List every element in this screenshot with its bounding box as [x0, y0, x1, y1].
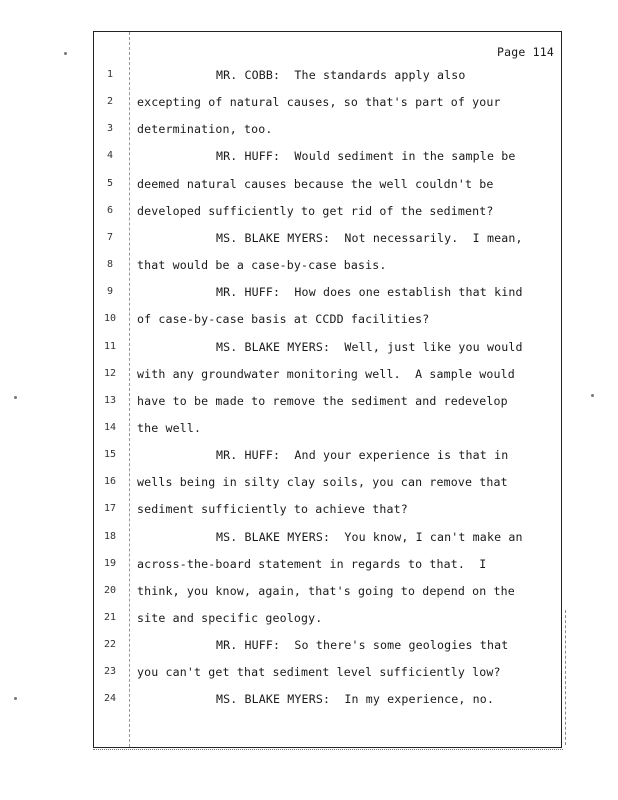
transcript-line: MS. BLAKE MYERS: In my experience, no. [216, 692, 495, 706]
line-number: 5 [106, 178, 114, 189]
transcript-line: excepting of natural causes, so that's part of your [137, 95, 501, 109]
right-edge-scan-marks [565, 610, 570, 745]
transcript-line: deemed natural causes because the well couldn't be [137, 177, 494, 191]
line-number: 19 [103, 558, 117, 569]
line-number: 7 [106, 232, 114, 243]
transcript-line: MR. COBB: The standards apply also [216, 68, 466, 82]
line-number: 24 [103, 693, 117, 704]
line-number: 16 [103, 476, 117, 487]
transcript-line: MR. HUFF: Would sediment in the sample be [216, 149, 516, 163]
line-number: 14 [103, 422, 117, 433]
line-number: 22 [103, 639, 117, 650]
line-number: 13 [103, 395, 117, 406]
transcript-line: MS. BLAKE MYERS: Not necessarily. I mean, [216, 231, 523, 245]
page-bottom-rule [93, 749, 563, 750]
line-number: 11 [103, 341, 117, 352]
line-number: 18 [103, 531, 117, 542]
line-number: 20 [103, 585, 117, 596]
transcript-line: developed sufficiently to get rid of the sediment? [137, 204, 494, 218]
transcript-line: with any groundwater monitoring well. A sample would [137, 367, 515, 381]
line-number: 9 [106, 286, 114, 297]
scan-speck [14, 697, 17, 700]
transcript-line: MS. BLAKE MYERS: You know, I can't make an [216, 530, 523, 544]
scan-speck [64, 52, 67, 55]
line-number: 10 [103, 313, 117, 324]
transcript-line: MR. HUFF: How does one establish that kind [216, 285, 523, 299]
transcript-line: you can't get that sediment level sufficiently low? [137, 665, 501, 679]
transcript-line: sediment sufficiently to achieve that? [137, 502, 408, 516]
transcript-line: the well. [137, 421, 202, 435]
transcript-line: site and specific geology. [137, 611, 323, 625]
line-number: 3 [106, 123, 114, 134]
transcript-line: of case-by-case basis at CCDD facilities? [137, 312, 430, 326]
transcript-line: MR. HUFF: And your experience is that in [216, 448, 509, 462]
line-number: 15 [103, 449, 117, 460]
transcript-line: MS. BLAKE MYERS: Well, just like you would [216, 340, 523, 354]
line-number: 2 [106, 96, 114, 107]
line-number: 17 [103, 503, 117, 514]
line-number: 6 [106, 205, 114, 216]
transcript-line: MR. HUFF: So there's some geologies that [216, 638, 509, 652]
line-number: 12 [103, 368, 117, 379]
transcript-line: that would be a case-by-case basis. [137, 258, 387, 272]
line-number-margin-rule [129, 32, 130, 747]
scan-speck [14, 396, 17, 399]
transcript-line: across-the-board statement in regards to that. I [137, 557, 487, 571]
line-number: 21 [103, 612, 117, 623]
line-number: 4 [106, 150, 114, 161]
transcript-line: have to be made to remove the sediment and redevelop [137, 394, 508, 408]
scan-speck [591, 394, 594, 397]
transcript-line: think, you know, again, that's going to depend on the [137, 584, 515, 598]
line-number: 8 [106, 259, 114, 270]
line-number: 23 [103, 666, 117, 677]
transcript-line: wells being in silty clay soils, you can remove that [137, 475, 508, 489]
transcript-line: determination, too. [137, 122, 273, 136]
page-number: Page 114 [497, 45, 554, 59]
line-number: 1 [106, 69, 114, 80]
